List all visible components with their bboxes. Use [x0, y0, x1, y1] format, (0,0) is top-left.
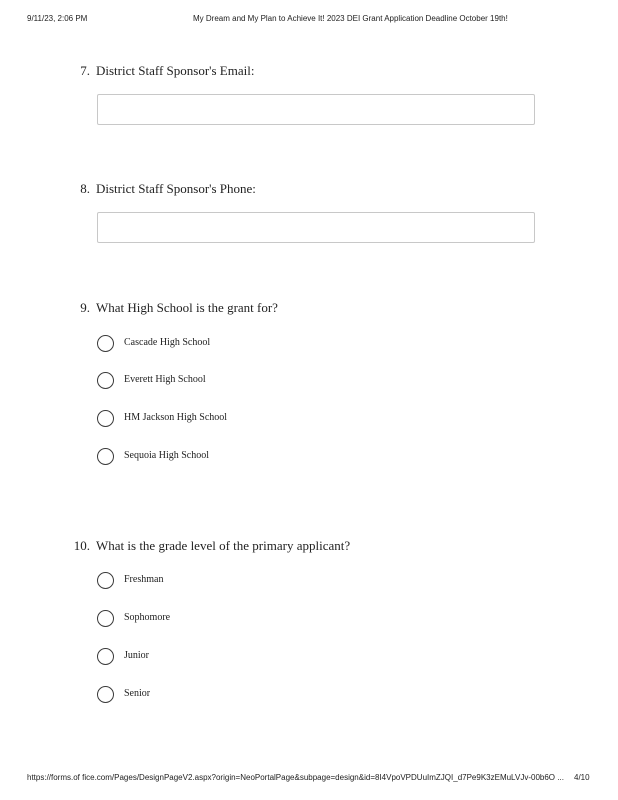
radio-option-label: Junior [124, 650, 149, 661]
radio-option-label: HM Jackson High School [124, 412, 228, 423]
radio-button[interactable] [97, 335, 114, 352]
question-number: 10. [73, 538, 90, 553]
radio-button[interactable] [97, 686, 114, 703]
radio-option-sequoia[interactable] [97, 448, 397, 468]
sponsor-email-input[interactable] [97, 94, 535, 125]
radio-option-hm-jackson[interactable] [97, 410, 397, 430]
question-number: 7. [80, 63, 90, 78]
radio-button[interactable] [97, 372, 114, 389]
print-footer [0, 773, 618, 785]
question-number: 9. [80, 300, 90, 315]
radio-option-label: Everett High School [124, 374, 206, 385]
print-header [0, 14, 618, 26]
radio-option-label: Sequoia High School [124, 450, 209, 461]
radio-option-label: Freshman [124, 574, 164, 585]
radio-button[interactable] [97, 572, 114, 589]
print-url: https://forms.of fice.com/Pages/DesignPageV2.aspx?origin=NeoPortalPage&subpage=design&id=8I4VpoVPDUuImZJQI_d7Pe9K3zEMuL [27, 773, 516, 782]
radio-option-label: Sophomore [124, 612, 171, 623]
radio-button[interactable] [97, 610, 114, 627]
radio-button[interactable] [97, 648, 114, 665]
question-text: District Staff Sponsor's Phone: [96, 181, 256, 196]
sponsor-phone-input[interactable] [97, 212, 535, 243]
radio-option-junior[interactable] [97, 648, 397, 668]
radio-option-senior[interactable] [97, 686, 397, 706]
print-datetime: 9/11/23, 2:06 PM [27, 14, 88, 23]
radio-option-freshman[interactable] [97, 572, 397, 592]
radio-button[interactable] [97, 448, 114, 465]
question-number: 8. [80, 181, 90, 196]
radio-option-everett[interactable] [97, 372, 397, 392]
question-text: What High School is the grant for? [96, 300, 278, 315]
radio-option-label: Senior [124, 688, 151, 699]
print-page-id: VJv-00b6O ... [515, 773, 564, 782]
radio-option-label: Cascade High School [124, 337, 211, 348]
question-text: District Staff Sponsor's Email: [96, 63, 255, 78]
radio-option-cascade[interactable] [97, 335, 397, 355]
print-title: My Dream and My Plan to Achieve It! 2023 DEI Grant Application Deadline October 19th! [193, 14, 508, 23]
question-text: What is the grade level of the primary applicant? [96, 538, 351, 553]
radio-option-sophomore[interactable] [97, 610, 397, 630]
radio-button[interactable] [97, 410, 114, 427]
print-page-number: 4/10 [574, 773, 590, 782]
